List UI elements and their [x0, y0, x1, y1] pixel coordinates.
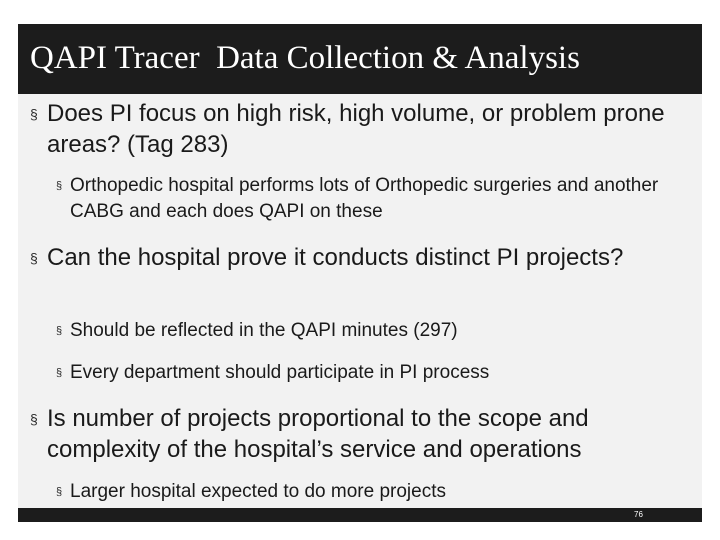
bullet-marker-icon: §	[56, 486, 63, 498]
bullet-3-text: Is number of projects proportional to the scope and complexity of the hospital’s service and operations	[47, 405, 589, 463]
sub-bullet-2-1	[56, 318, 700, 344]
bullet-marker-icon: §	[30, 106, 38, 122]
title-bar	[18, 24, 702, 94]
bullet-marker-icon: §	[30, 250, 38, 266]
bullet-marker-icon: §	[56, 180, 63, 192]
bullet-marker-icon: §	[56, 325, 63, 337]
sub-bullet-3-1-text: Larger hospital expected to do more projects	[70, 481, 446, 502]
slide	[18, 24, 702, 522]
page-number: 76	[634, 510, 643, 519]
sub-bullet-2-1-text: Should be reflected in the QAPI minutes (297)	[70, 320, 458, 341]
slide-title: QAPI Tracer Data Collection & Analysis	[30, 40, 580, 76]
bullet-2-text: Can the hospital prove it conducts distinct PI projects?	[47, 244, 624, 271]
sub-bullet-3-1	[56, 479, 700, 505]
sub-bullet-2-2	[56, 360, 700, 386]
bullet-3	[30, 403, 700, 465]
bullet-1	[30, 98, 700, 160]
bullet-1-text: Does PI focus on high risk, high volume, or problem prone areas? (Tag 283)	[47, 100, 665, 158]
footer-bar	[18, 508, 702, 522]
bullet-marker-icon: §	[56, 367, 63, 379]
bullet-marker-icon: §	[30, 411, 38, 427]
sub-bullet-2-2-text: Every department should participate in PI process	[70, 362, 490, 383]
sub-bullet-1-1	[56, 173, 700, 225]
bullet-2	[30, 242, 700, 273]
sub-bullet-1-1-text: Orthopedic hospital performs lots of Orthopedic surgeries and another CABG and each does QAPI on these	[70, 175, 659, 222]
